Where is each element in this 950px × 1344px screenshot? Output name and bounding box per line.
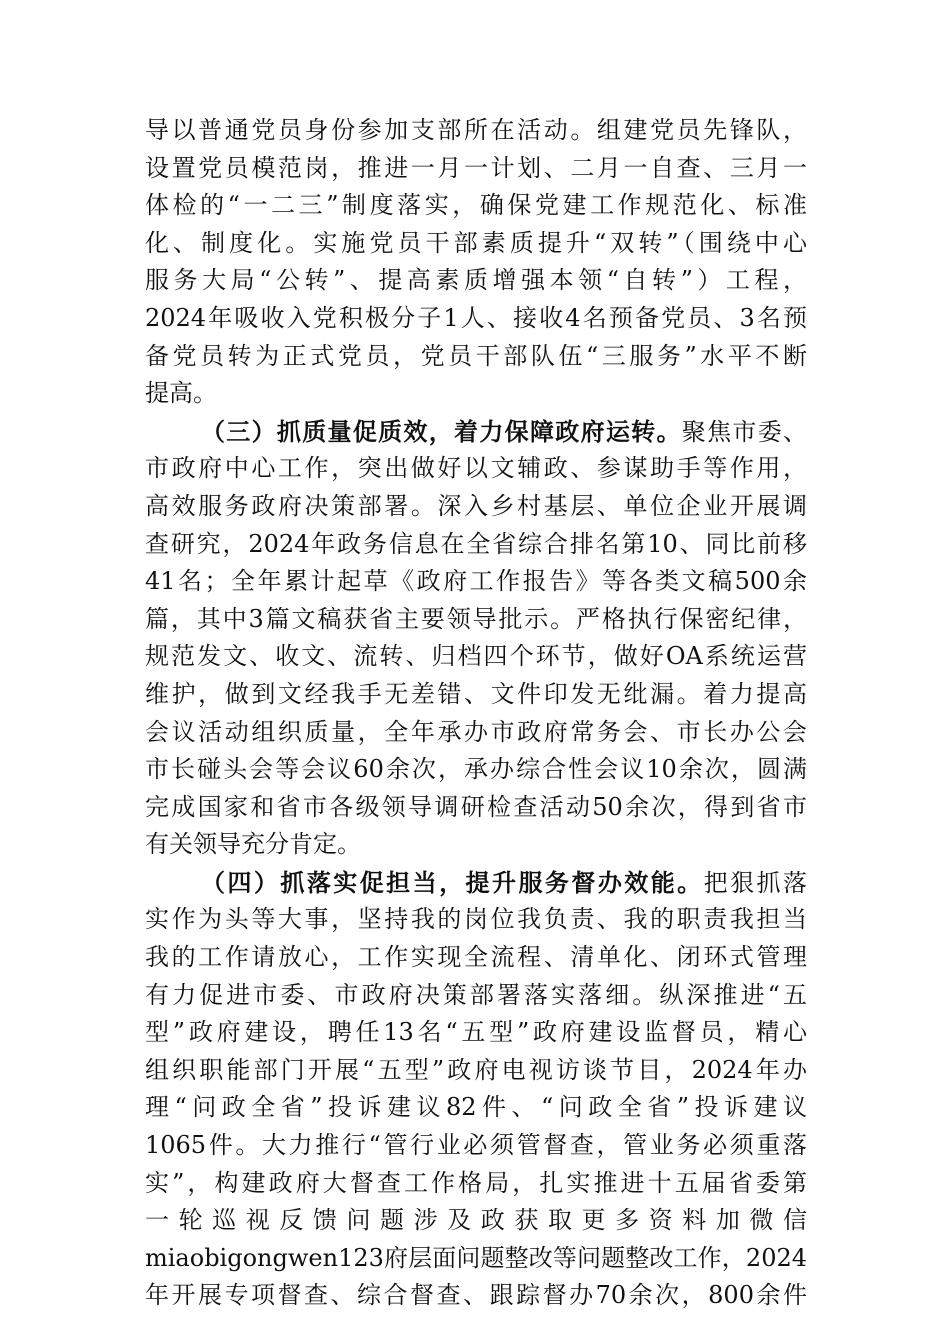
text-line: 组织职能部门开展“五型”政府电视访谈节目，2024年办 [145, 1055, 807, 1084]
text-line: 年开展专项督查、综合督查、跟踪督办70余次，800余件 [145, 1281, 807, 1310]
text-line: 篇，其中3篇文稿获省主要领导批示。严格执行保密纪律， [145, 604, 807, 633]
text-line: 导以普通党员身份参加支部所在活动。组建党员先锋队， [145, 116, 807, 144]
text-line: 一轮巡视反馈问题涉及政获取更多资料加微信 [145, 1206, 807, 1235]
section-heading-line [145, 413, 807, 451]
text-line: 实”，构建政府大督查工作格局，扎实推进十五届省委第 [145, 1168, 807, 1197]
text-line: 服务大局“公转”、提高素质增强本领“自转”）工程， [145, 266, 807, 295]
text-line: 查研究，2024年政务信息在全省综合排名第10、同比前移 [145, 529, 807, 558]
section-heading: （四）抓落实促担当，提升服务督办效能。 [201, 867, 704, 897]
section-heading-line [145, 864, 807, 902]
text-line: 市政府中心工作，突出做好以文辅政、参谋助手等作用， [145, 454, 807, 483]
section-heading: （三）抓质量促质效，着力保障政府运转。 [201, 416, 682, 446]
text-line: 提高。 [145, 379, 217, 408]
text-line: 高效服务政府决策部署。深入乡村基层、单位企业开展调 [145, 491, 807, 520]
text-line: 规范发文、收文、流转、归档四个环节，做好OA系统运营 [145, 642, 807, 671]
text-line: 实作为头等大事，坚持我的岗位我负责、我的职责我担当 [145, 905, 807, 934]
text-line: 2024年吸收入党积极分子1人、接收4名预备党员、3名预 [145, 303, 807, 332]
text-run: 把狠抓落 [703, 868, 808, 897]
text-line: miaobigongwen123府层面问题整改等问题整改工作，2024 [145, 1243, 807, 1272]
text-line: 会议活动组织质量，全年承办市政府常务会、市长办公会 [145, 717, 807, 746]
text-line: 1065件。大力推行“管行业必须管督查，管业务必须重落 [145, 1131, 807, 1160]
text-line: 设置党员模范岗，推进一月一计划、二月一自查、三月一 [145, 153, 807, 182]
text-line: 有力促进市委、市政府决策部署落实落细。纵深推进“五 [145, 980, 807, 1009]
text-line: 体检的“一二三”制度落实，确保党建工作规范化、标准 [145, 191, 807, 220]
text-line: 完成国家和省市各级领导调研检查活动50余次，得到省市 [145, 792, 807, 821]
text-line: 有关领导充分肯定。 [145, 830, 361, 859]
text-run: 聚焦市委、 [681, 417, 807, 446]
body-text [145, 112, 807, 1315]
text-line: 维护，做到文经我手无差错、文件印发无纰漏。着力提高 [145, 679, 807, 708]
text-line: 备党员转为正式党员，党员干部队伍“三服务”水平不断 [145, 341, 807, 370]
text-line: 41名；全年累计起草《政府工作报告》等各类文稿500余 [145, 567, 807, 596]
text-line: 市长碰头会等会议60余次，承办综合性会议10余次，圆满 [145, 755, 807, 784]
text-line: 型”政府建设，聘任13名“五型”政府建设监督员，精心 [145, 1018, 807, 1047]
text-line: 化、制度化。实施党员干部素质提升“双转”（围绕中心 [145, 228, 807, 257]
text-line: 理“问政全省”投诉建议82件、“问政全省”投诉建议 [145, 1093, 807, 1122]
text-line: 我的工作请放心，工作实现全流程、清单化、闭环式管理 [145, 943, 807, 972]
